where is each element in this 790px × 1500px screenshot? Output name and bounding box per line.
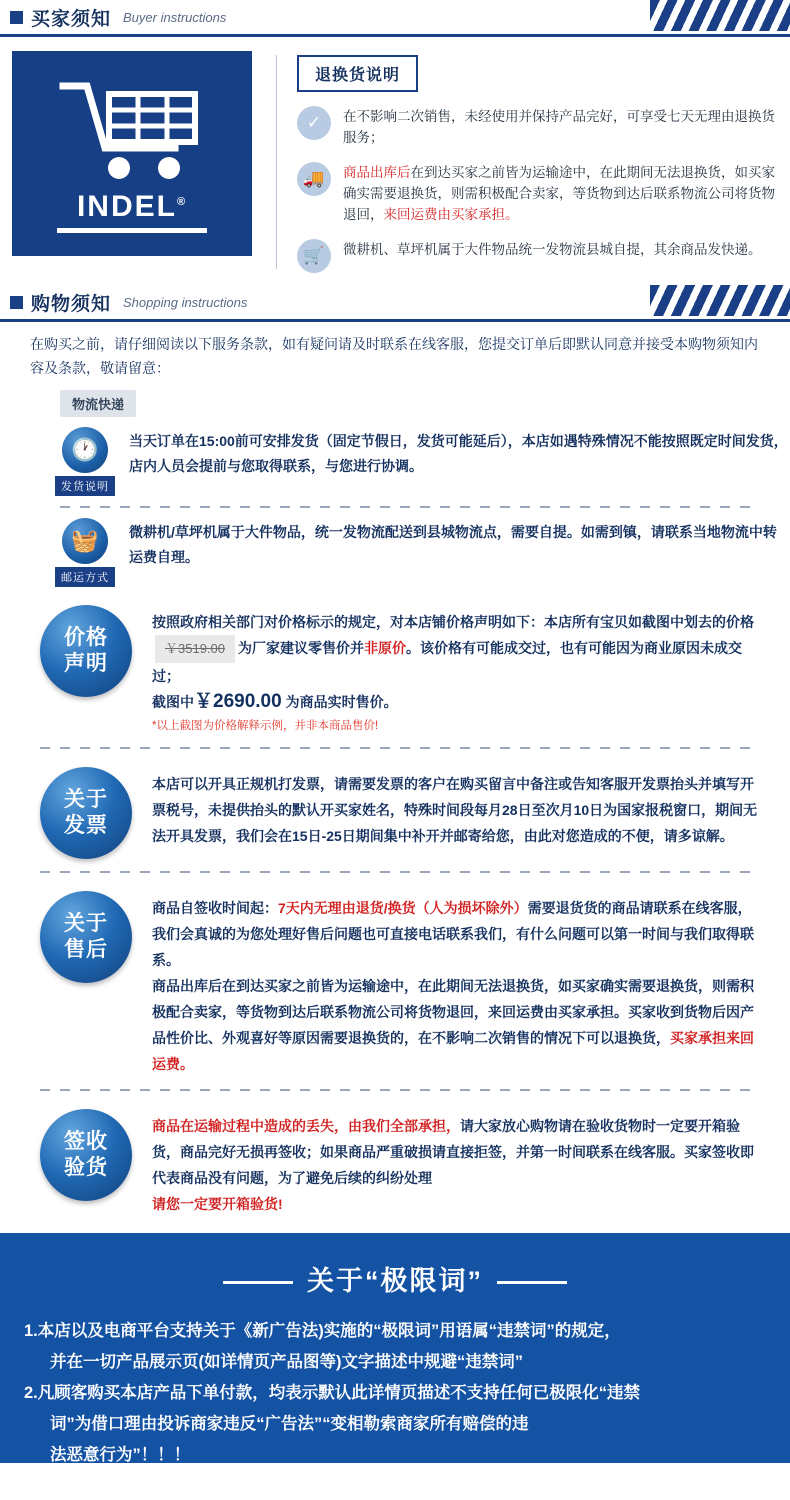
return-item-2-red-2: 来回运费由买家承担。: [383, 207, 519, 222]
invoice-text: 本店可以开具正规机打发票，请需要发票的客户在购买留言中备注或告知客服开发票抬头并填写开票税号，未提供抬头的默认开买家姓名，特殊时间段每月28日至次月10日为国家报税窗口，期间无法开具发票，我们会在15日-25日期间集中补开并邮寄给您，由此对您造成的不便，请多谅解。: [152, 776, 758, 844]
shopping-title-cn: 购物须知: [31, 293, 112, 315]
sign-inspect-block: [40, 1109, 790, 1217]
after-sales-p1-a: 商品自签收时间起：: [152, 900, 278, 916]
returns-title: 退换货说明: [297, 55, 418, 92]
price-declaration-text: [152, 605, 790, 735]
after-sales-badge-line2: 售后: [64, 938, 108, 961]
shipping-badge-caption: 发货说明: [55, 476, 115, 496]
square-marker-icon: [10, 11, 23, 24]
buyer-title-en: Buyer instructions: [123, 9, 227, 25]
delivery-badge: [55, 518, 115, 587]
after-sales-text: [152, 891, 790, 1077]
return-item-3: [297, 239, 778, 273]
buyer-section-header: [0, 0, 790, 37]
extreme-words-title: [24, 1259, 766, 1298]
sign-inspect-text: [152, 1109, 790, 1217]
extreme-words-line-1: [24, 1316, 766, 1378]
shopping-cart-icon: [57, 74, 207, 184]
delivery-badge-caption: 邮运方式: [55, 567, 115, 587]
divider-dots-2: [40, 747, 750, 749]
buyer-title-cn: 买家须知: [31, 8, 112, 30]
price-p1-b: 为厂家建议零售价并: [238, 640, 364, 656]
shipping-row-text: 当天订单在15:00前可安排发货（固定节假日，发货可能延后），本店如遇特殊情况不能按照既定时间发货，店内人员会提前与您取得联系，与您进行协调。: [129, 433, 788, 474]
strike-price: ￥3519.00: [155, 635, 235, 663]
sign-badge-line1: 签收: [64, 1130, 108, 1153]
after-sales-p2-red: 买家承担来回运费。: [152, 1030, 754, 1072]
invoice-block: [40, 767, 790, 859]
title-dash-right: [497, 1281, 567, 1284]
invoice-badge-line2: 发票: [64, 814, 108, 837]
return-item-2-text: [343, 162, 778, 225]
price-p1-red: 非原价: [364, 640, 406, 656]
price-declaration-block: [40, 605, 790, 735]
logistics-tag: 物流快递: [60, 390, 136, 417]
after-sales-badge-line1: 关于: [64, 912, 108, 935]
price-badge-line2: 声明: [64, 652, 108, 675]
sign-p1-red: 商品在运输过程中造成的丢失，由我们全部承担，: [152, 1118, 460, 1134]
after-sales-p2: 商品出库后在到达买家之前皆为运输途中，在此期间无法退换货，如买家确实需要退换货，则需积极配合卖家，等货物到达后联系物流公司将货物退回，来回运费由买家承担。买家收到货物后因产品性价比、外观喜好等原因需要退换货的，在不影响二次销售的情况下可以退换货，: [152, 978, 754, 1046]
price-p1-a: 按照政府相关部门对价格标示的规定，对本店铺价格声明如下：本店所有宝贝如截图中划去的价格: [152, 614, 754, 630]
handcart-icon: 🛒: [297, 239, 331, 273]
return-item-3-text: 微耕机、草坪机属于大件物品统一发物流县城自提，其余商品发快递。: [343, 242, 762, 257]
after-sales-block: [40, 891, 790, 1077]
brand-logo-box: [12, 51, 252, 256]
delivery-row-text: 微耕机/草坪机属于大件物品，统一发物流配送到县城物流点，需要自提。如需到镇，请联系当地物流中转运费自理。: [129, 524, 777, 565]
sign-p1-a: 请大家放心购物请在验收货物时一定要开箱验货，商品完好无损再签收；如果商品严重破损请直接拒签，并第一时间联系在线客服。买家签收即代表商品没有问题，为了避免后续的纠纷处理: [152, 1118, 754, 1186]
invoice-badge-line1: 关于: [64, 788, 108, 811]
shopping-title-en: Shopping instructions: [123, 294, 248, 310]
stripe-decoration-2: [650, 285, 790, 316]
return-item-1: [297, 106, 778, 148]
returns-panel: [297, 51, 778, 273]
price-p1-c: 。该价格有可能成交过，也有可能因为商业原因未成交过；: [152, 640, 742, 684]
brand-registered-icon: ®: [176, 196, 188, 208]
divider-dots-3: [40, 871, 750, 873]
square-marker-icon-2: [10, 296, 23, 309]
return-item-2: [297, 162, 778, 225]
shopping-intro-text: 在购买之前，请仔细阅读以下服务条款，如有疑问请及时联系在线客服，您提交订单后即默认同意并接受本购物须知内容及条款，敬请留意：: [30, 336, 758, 376]
price-declaration-badge: [40, 605, 132, 697]
extreme-words-line-2b: 词”为借口理由投诉商家违反“广告法”“变相勒索商家所有赔偿的违: [50, 1415, 529, 1433]
extreme-words-title-text: 关于“极限词”: [307, 1266, 483, 1296]
price-note: *以上截图为价格解释示例，并非本商品售价!: [152, 720, 379, 732]
sign-inspect-badge: [40, 1109, 132, 1201]
clock-icon: 🕐: [62, 427, 108, 473]
return-item-2-plain: 在到达买家之前皆为运输途中，在此期间无法退换货，如买家确实需要退换货，则需积极配合卖家，等货物到达后联系物流公司将货物退回，: [343, 165, 775, 222]
price-badge-line1: 价格: [64, 626, 108, 649]
check-circle-icon: ✓: [297, 106, 331, 140]
extreme-words-line-2a: 2.凡顾客购买本店产品下单付款，均表示默认此详情页描述不支持任何已极限化“违禁: [24, 1384, 641, 1402]
price-badge-label: [64, 625, 108, 677]
sign-inspect-badge-label: [64, 1129, 108, 1181]
stripe-decoration: [650, 0, 790, 31]
vertical-divider: [276, 55, 277, 269]
price-p2-a: 截图中: [152, 694, 194, 710]
extreme-words-line-1a: 1.本店以及电商平台支持关于《新广告法)实施的“极限词”用语属“违禁词”的规定，: [24, 1322, 621, 1340]
invoice-badge: [40, 767, 132, 859]
after-sales-p1-red: 7天内无理由退货/换货（人为损坏除外）: [278, 900, 528, 916]
shopping-section-header: [0, 285, 790, 322]
brand-text: INDEL: [76, 190, 177, 223]
return-item-2-red-1: 商品出库后: [343, 165, 411, 180]
truck-icon: 🚚: [297, 162, 331, 196]
sign-p1-red2: 请您一定要开箱验货!: [152, 1196, 283, 1212]
invoice-badge-label: [64, 787, 108, 839]
current-price: ￥2690.00: [194, 691, 282, 712]
sign-badge-line2: 验货: [64, 1156, 108, 1179]
basket-icon: 🧺: [62, 518, 108, 564]
brand-underline: [57, 228, 207, 233]
extreme-words-line-1b: 并在一切产品展示页(如详情页产品图等)文字描述中规避“违禁词”: [50, 1353, 523, 1371]
extreme-words-line-2: [24, 1378, 766, 1471]
after-sales-p1-b: 需要退货货的商品请联系在线客服，我们会真诚的为您处理好售后问题也可直接电话联系我们，有什么问题可以第一时间与我们取得联系。: [152, 900, 754, 968]
brand-name: [77, 190, 187, 224]
extreme-words-panel: [0, 1233, 790, 1463]
title-dash-left: [223, 1281, 293, 1284]
divider-dots-1: [60, 506, 760, 508]
shipping-badge: [55, 427, 115, 496]
return-item-1-text: 在不影响二次销售，未经使用并保持产品完好，可享受七天无理由退换货服务；: [343, 109, 775, 145]
divider-dots-4: [40, 1089, 750, 1091]
after-sales-badge-label: [64, 911, 108, 963]
delivery-row: [55, 518, 790, 587]
price-p2-b: 为商品实时售价。: [285, 694, 398, 710]
buyer-body: [0, 37, 790, 285]
extreme-words-line-2c: 法恶意行为”！！！: [50, 1446, 191, 1464]
after-sales-badge: [40, 891, 132, 983]
shipping-row: [55, 427, 790, 496]
